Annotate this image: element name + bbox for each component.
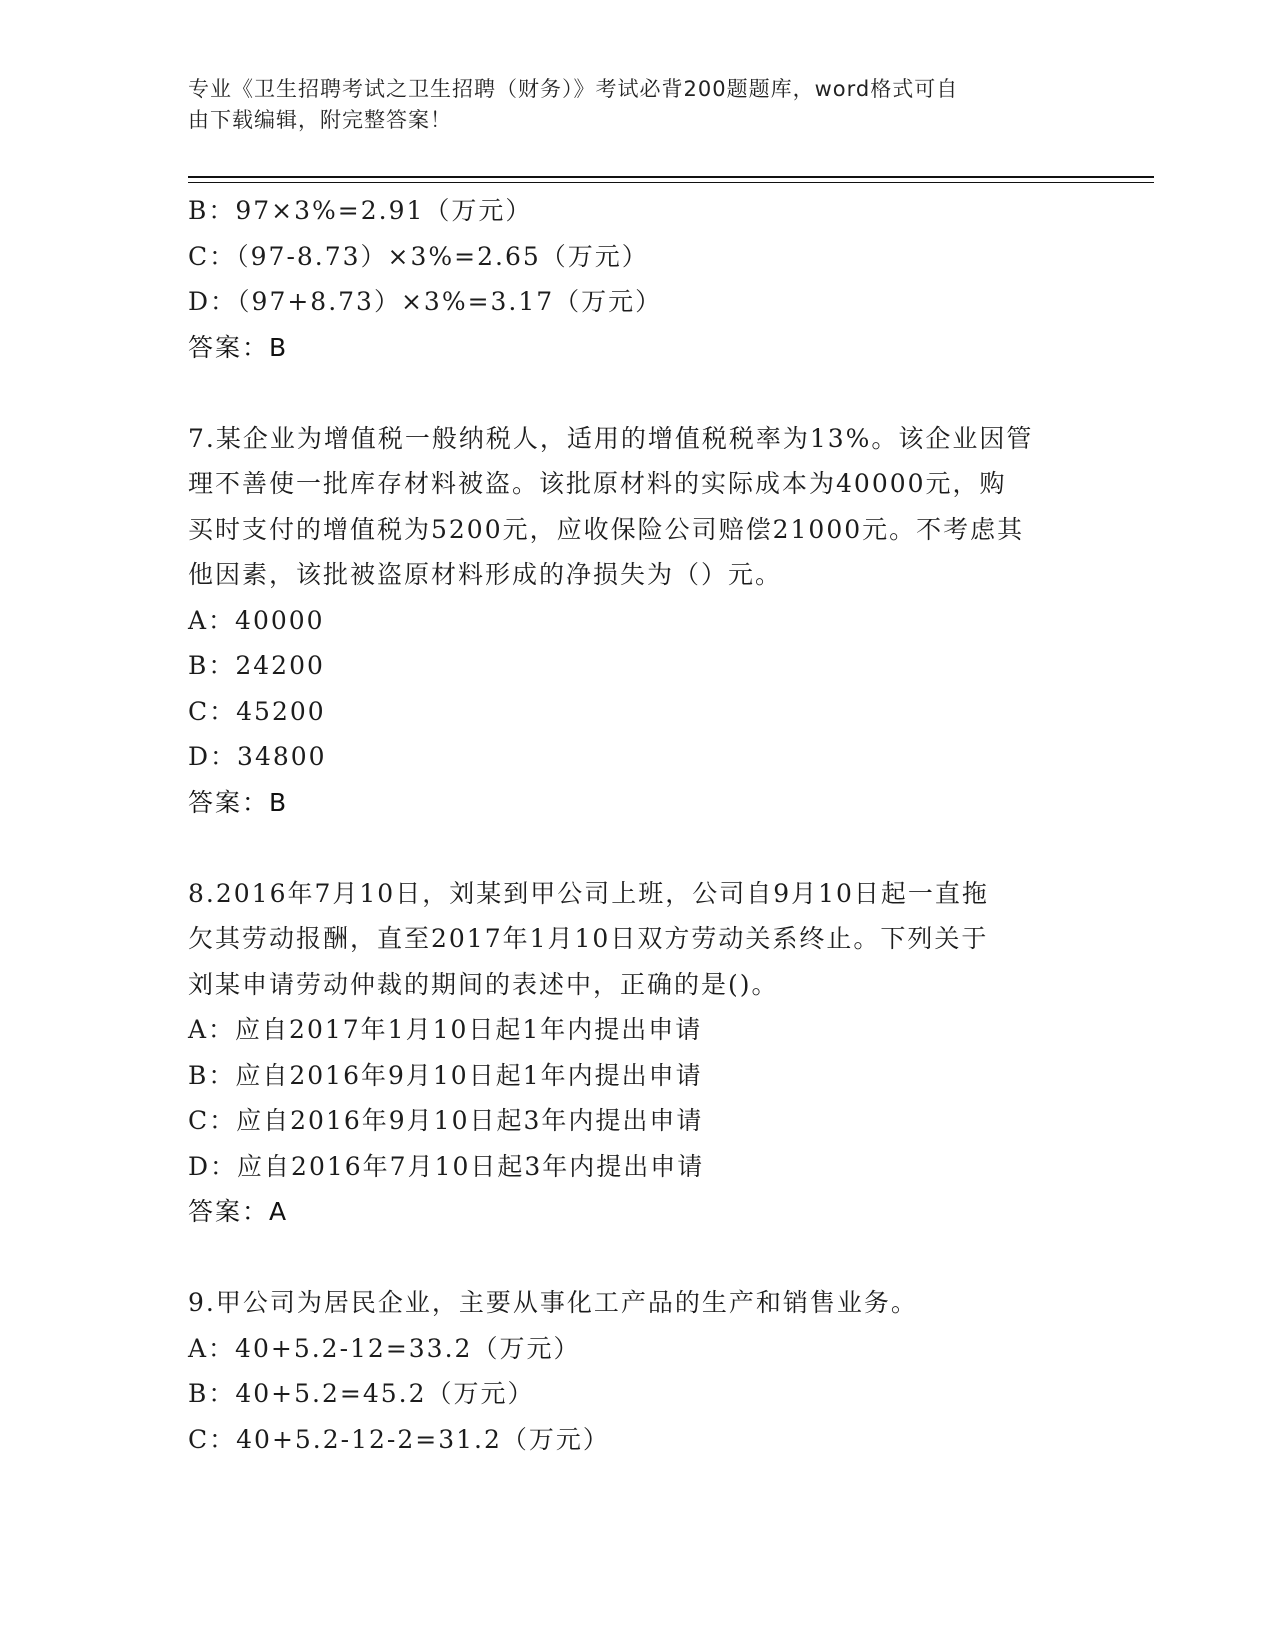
q6-option-c: C：（97-8.73）×3%=2.65（万元） <box>188 241 649 271</box>
q7-stem-line-2: 理不善使一批库存材料被盗。该批原材料的实际成本为40000元，购 <box>188 469 1007 498</box>
q7-option-d: D：34800 <box>188 742 327 771</box>
q7-stem-line-4: 他因素，该批被盗原材料形成的净损失为（）元。 <box>188 560 783 589</box>
header-title-line-2: 由下载编辑，附完整答案！ <box>188 108 452 132</box>
q7-option-c: C：45200 <box>188 696 326 726</box>
q9-option-c: C：40+5.2-12-2=31.2（万元） <box>188 1424 610 1454</box>
q7-stem-line-3: 买时支付的增值税为5200元，应收保险公司赔偿21000元。不考虑其 <box>188 514 1025 544</box>
q8-option-c: C：应自2016年9月10日起3年内提出申请 <box>188 1106 704 1135</box>
q9-stem-line-1: 9.甲公司为居民企业，主要从事化工产品的生产和销售业务。 <box>188 1288 918 1317</box>
spacer <box>188 370 1088 416</box>
document-body <box>188 188 1088 1462</box>
q8-option-d: D：应自2016年7月10日起3年内提出申请 <box>188 1151 705 1181</box>
q9-option-b: B：40+5.2=45.2（万元） <box>188 1379 535 1408</box>
question-8 <box>188 871 1088 1235</box>
spacer <box>188 1235 1088 1281</box>
q8-option-a: A：应自2017年1月10日起1年内提出申请 <box>188 1015 703 1044</box>
q7-option-b: B：24200 <box>188 651 325 680</box>
q8-option-b: B：应自2016年9月10日起1年内提出申请 <box>188 1060 703 1090</box>
spacer <box>188 825 1088 871</box>
header-divider-thick <box>188 176 1154 178</box>
question-7 <box>188 416 1088 826</box>
q9-option-a: A：40+5.2-12=33.2（万元） <box>188 1333 581 1363</box>
q7-stem-line-1: 7.某企业为增值税一般纳税人，适用的增值税税率为13%。该企业因管 <box>188 423 1034 453</box>
q7-answer: 答案：B <box>188 787 289 817</box>
q8-answer: 答案：A <box>188 1197 289 1226</box>
q8-stem-line-2: 欠其劳动报酬，直至2017年1月10日双方劳动关系终止。下列关于 <box>188 924 989 953</box>
question-6-tail <box>188 188 1088 370</box>
header-divider-thin <box>188 182 1154 183</box>
q6-option-d: D：（97+8.73）×3%=3.17（万元） <box>188 287 663 316</box>
q8-stem-line-1: 8.2016年7月10日，刘某到甲公司上班，公司自9月10日起一直拖 <box>188 878 989 908</box>
question-9 <box>188 1280 1088 1462</box>
q7-option-a: A：40000 <box>188 605 325 635</box>
q8-stem-line-3: 刘某申请劳动仲裁的期间的表述中，正确的是()。 <box>188 969 779 999</box>
header-title-line-1: 专业《卫生招聘考试之卫生招聘（财务）》考试必背200题题库，word格式可自 <box>188 77 959 101</box>
q6-option-b: B：97×3%=2.91（万元） <box>188 196 533 225</box>
document-header <box>188 74 1068 136</box>
q6-answer: 答案：B <box>188 332 289 362</box>
